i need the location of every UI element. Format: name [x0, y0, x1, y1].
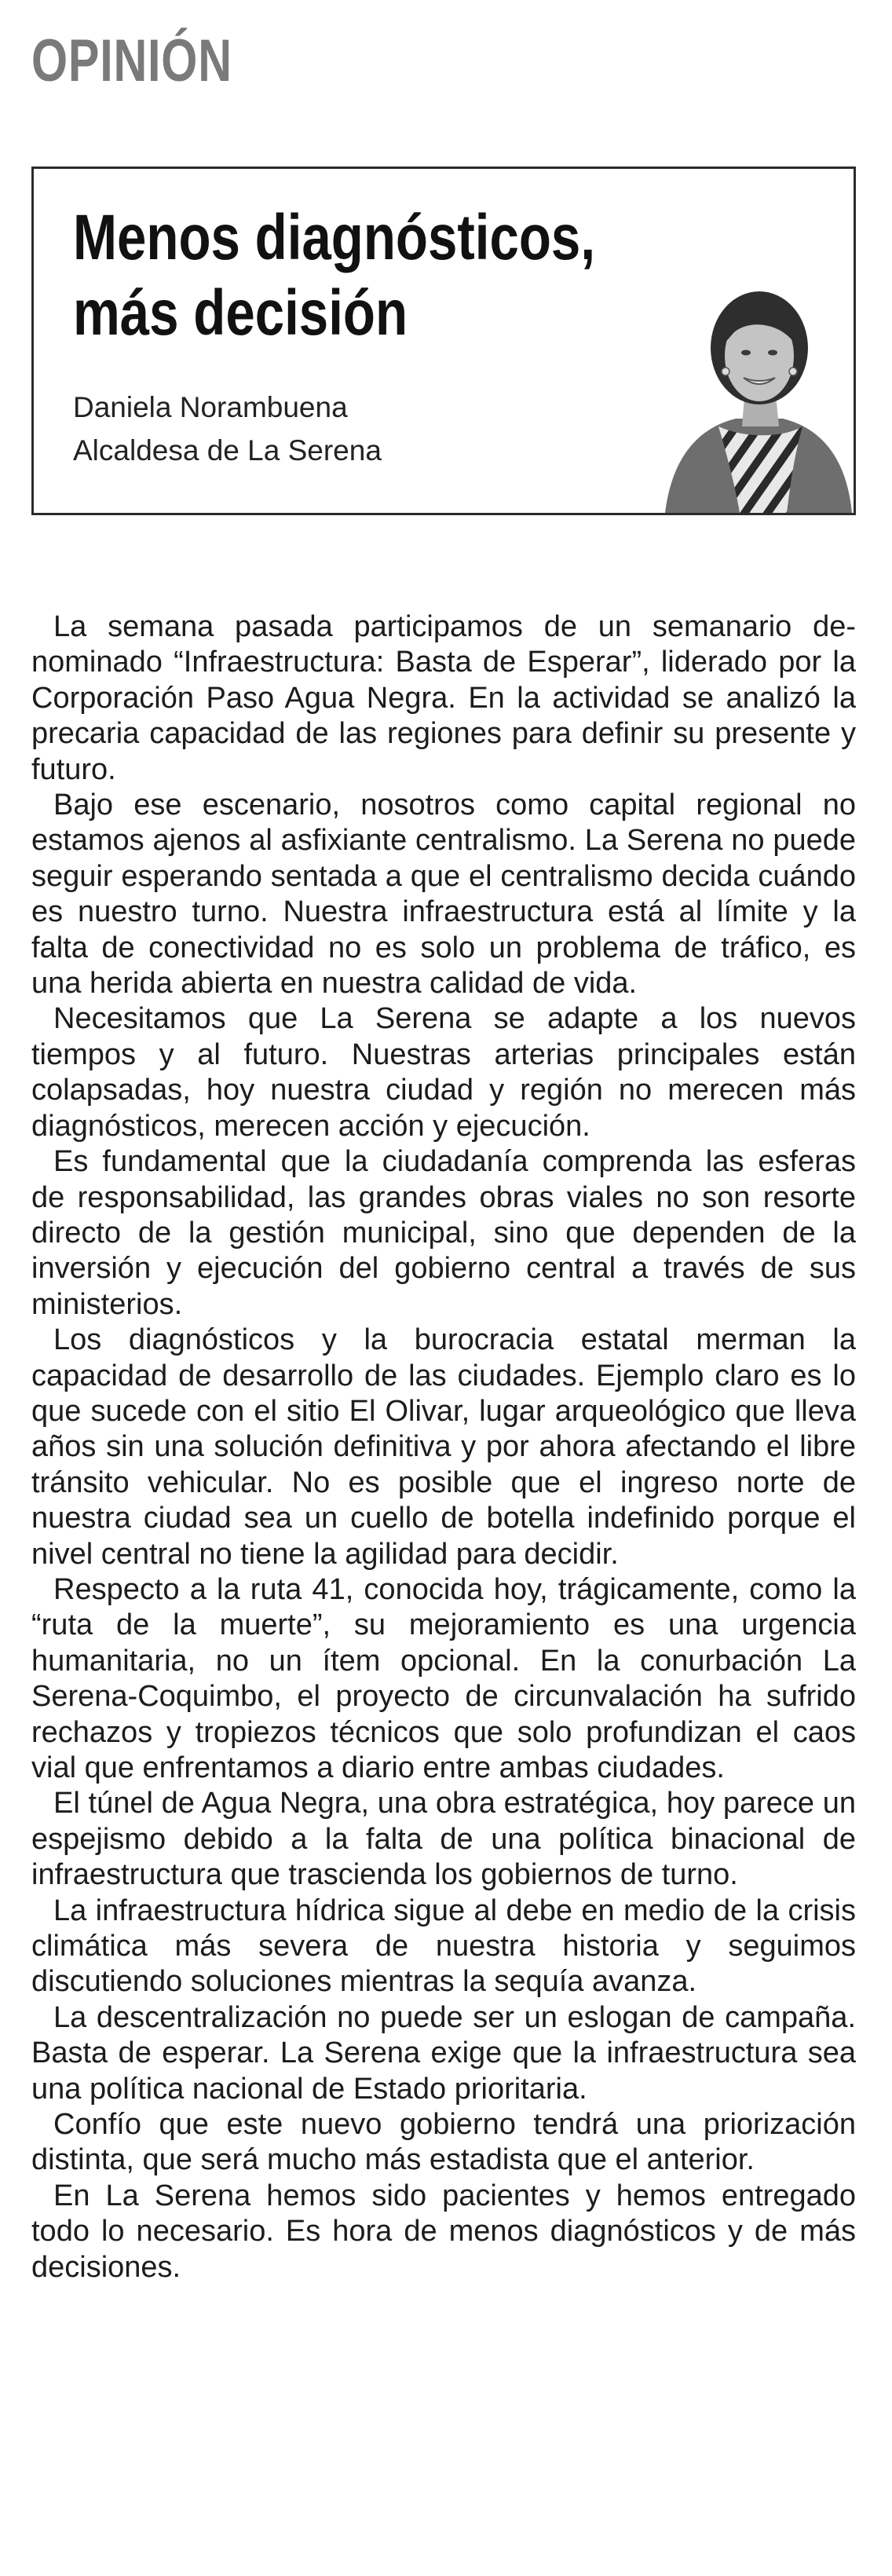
article-paragraph: Los diagnósticos y la burocracia estatal merman la capacidad de desarrollo de las ciudades. Ejemplo claro es lo que sucede con el sitio El Olivar, lugar arqueológico que lleva años sin una solución definitiva y por ahora afectando el libre tránsito vehicular. No es posible que el ingreso norte de nuestra ciudad sea un cuello de botella indefinido porque el nivel central no tiene la agilidad para decidir.: [31, 1323, 856, 1571]
article-paragraph: La semana pasada participamos de un semanario denominado “Infraestructura: Basta de Esperar”, liderado por la Corporación Paso Agua Negra. En la actividad se analizó la precaria capacidad de las regiones para definir su presente y futuro.: [31, 610, 856, 786]
article-paragraph: Es fundamental que la ciudadanía comprenda las esferas de responsabilidad, las grandes obras viales no son resorte directo de la gestión municipal, sino que dependen de la inversión y ejecución del gobierno central a través de sus ministerios.: [31, 1145, 856, 1321]
article-paragraph: Confío que este nuevo gobierno tendrá una priorización distinta, que será mucho más estadista que el anterior.: [31, 2108, 856, 2177]
article-body: [31, 609, 856, 2285]
article-paragraph: La descentralización no puede ser un eslogan de campaña. Basta de esperar. La Serena exige que la infraestructura sea una política nacional de Estado prioritaria.: [31, 2000, 856, 2106]
byline: [73, 386, 382, 472]
headline: [73, 200, 653, 351]
section-label: OPINIÓN: [31, 27, 232, 94]
author-name: Daniela Norambuena: [73, 391, 348, 423]
author-title: Alcaldesa de La Serena: [73, 434, 382, 467]
article-paragraph: El túnel de Agua Negra, una obra estratégica, hoy parece un espejismo debido a la falta de una política binacional de infraestructura que trascienda los gobiernos de turno.: [31, 1787, 856, 1892]
article-header-box: [31, 166, 856, 515]
headline-line-2: más decisión: [73, 277, 408, 349]
author-portrait: [657, 269, 854, 513]
article-paragraph: Necesitamos que La Serena se adapte a los nuevos tiempos y al futuro. Nuestras arterias principales están colapsadas, hoy nuestra ciudad y región no merecen más diagnósticos, merecen acción y ejecución.: [31, 1002, 856, 1143]
article-paragraph: Bajo ese escenario, nosotros como capital regional no estamos ajenos al asfixiante centralismo. La Serena no puede seguir esperando sentada a que el centralismo decida cuándo es nuestro turno. Nuestra infraestructura está al límite y la falta de conectividad no es solo un problema de tráfico, es una herida abierta en nuestra calidad de vida.: [31, 789, 856, 1001]
headline-line-1: Menos diagnósticos,: [73, 202, 596, 273]
article-paragraph: La infraestructura hídrica sigue al debe en medio de la crisis climática más severa de nuestra historia y seguimos discutiendo soluciones mientras la sequía avanza.: [31, 1894, 856, 1999]
article-paragraph: Respecto a la ruta 41, conocida hoy, trágicamente, como la “ruta de la muerte”, su mejoramiento es una urgencia humanitaria, no un ítem opcional. En la conurbación La Serena-Coquimbo, el proyecto de circunvalación ha sufrido rechazos y tropiezos técnicos que solo profundizan el caos vial que enfrentamos a diario entre ambas ciudades.: [31, 1572, 856, 1784]
article-paragraph: En La Serena hemos sido pacientes y hemos entregado todo lo necesario. Es hora de menos diagnósticos y de más decisiones.: [31, 2179, 856, 2284]
